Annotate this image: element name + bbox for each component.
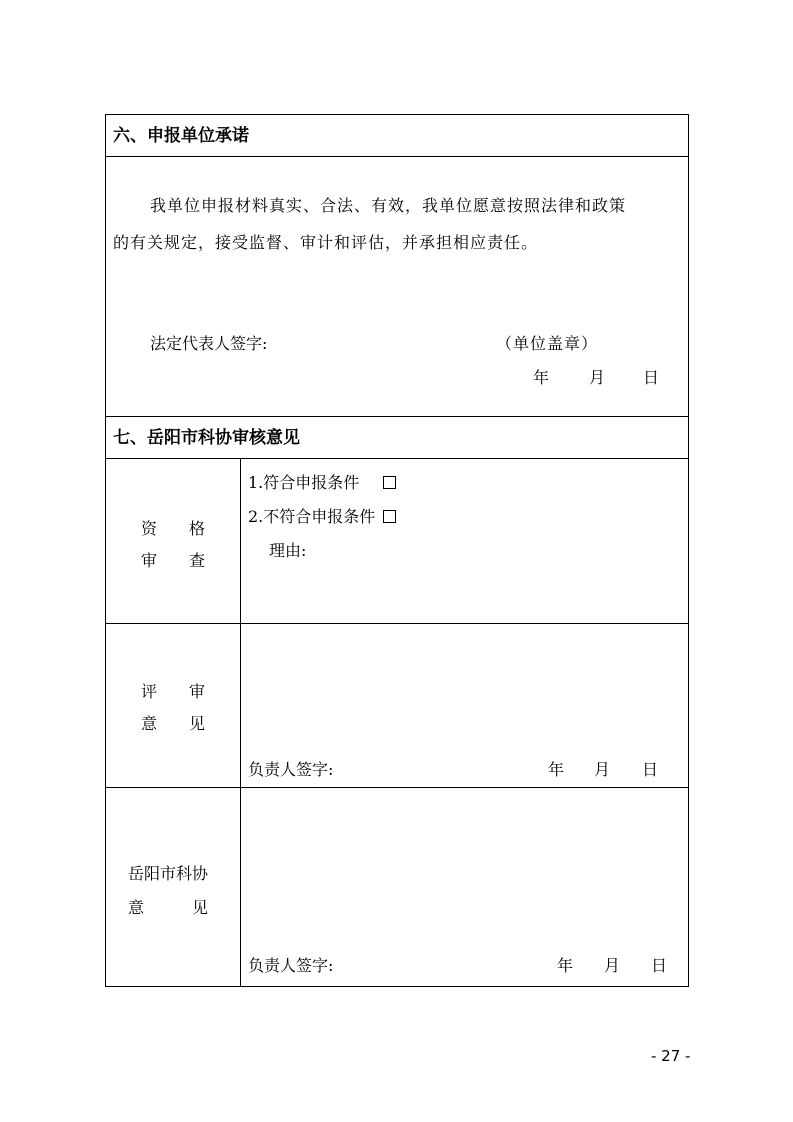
rule-under-review-row — [105, 787, 689, 788]
option-meets-conditions — [248, 473, 396, 493]
association-label-line2: 意 见 — [128, 898, 209, 917]
section6-heading: 六、申报单位承诺 — [113, 126, 249, 146]
rule-under-section6-heading — [105, 156, 689, 157]
review-signer-label: 负责人签字: — [248, 760, 334, 779]
review-label-line1: 评 审 — [141, 682, 206, 701]
review-label-line2: 意 见 — [141, 714, 206, 733]
qualification-label-line2: 审 查 — [141, 551, 206, 570]
association-month: 月 — [604, 956, 621, 975]
rule-under-qualification-row — [105, 623, 689, 624]
association-signer-label: 负责人签字: — [248, 956, 334, 975]
review-month: 月 — [594, 760, 611, 779]
meets-conditions-checkbox[interactable] — [383, 476, 396, 489]
association-day: 日 — [651, 956, 668, 975]
section6-day: 日 — [643, 368, 660, 387]
qualification-label-line1: 资 格 — [141, 519, 206, 538]
section6-month: 月 — [589, 368, 606, 387]
commitment-text-line1: 我单位申报材料真实、合法、有效，我单位愿意按照法律和政策 — [150, 196, 627, 215]
commitment-text-line2: 的有关规定，接受监督、审计和评估，并承担相应责任。 — [113, 233, 539, 252]
section7-heading: 七、岳阳市科协审核意见 — [113, 428, 300, 448]
legal-representative-signature-label: 法定代表人签字: — [150, 334, 268, 353]
association-year: 年 — [557, 956, 574, 975]
section6-year: 年 — [533, 368, 550, 387]
page-number: - 27 - — [651, 1047, 691, 1065]
association-label-line1: 岳阳市科协 — [128, 864, 209, 883]
reason-label: 理由: — [269, 541, 307, 560]
section7-column-divider — [240, 458, 241, 987]
review-year: 年 — [548, 760, 565, 779]
option-not-meets-conditions-label: 2.不符合申报条件 — [248, 507, 376, 526]
option-not-meets-conditions — [248, 507, 396, 527]
option-meets-conditions-label: 1.符合申报条件 — [248, 473, 360, 492]
review-day: 日 — [642, 760, 659, 779]
not-meets-conditions-checkbox[interactable] — [383, 510, 396, 523]
rule-above-section7-heading — [105, 416, 689, 417]
unit-seal-label: （单位盖章） — [496, 334, 599, 353]
rule-under-section7-heading — [105, 458, 689, 459]
